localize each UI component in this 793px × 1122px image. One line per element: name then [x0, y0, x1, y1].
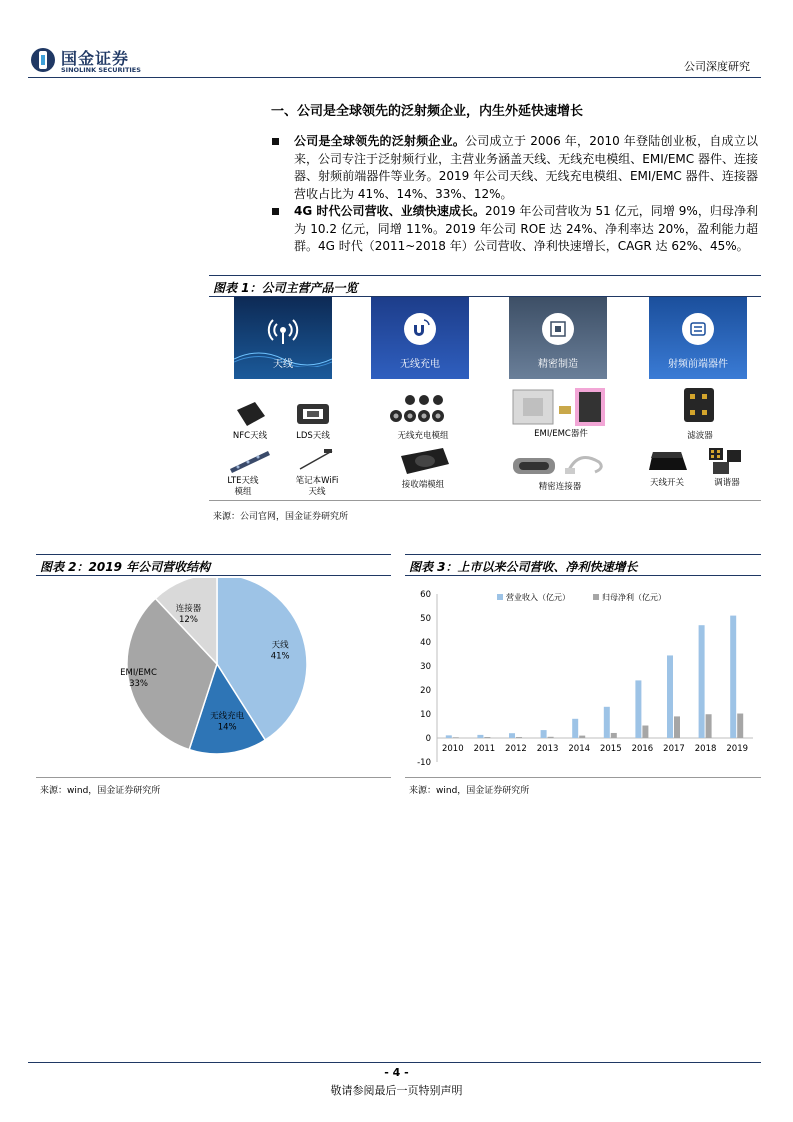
product-switch-label: 天线开关 — [649, 478, 684, 488]
y-tick-label: 20 — [420, 686, 431, 696]
fig2-source: 来源：wind，国金证券研究所 — [40, 786, 161, 796]
bullet-1-text: 公司成立于 2006 年，2010 年登陆创业板，自成立以来，公司专注于泛射频行业，主营业务涵盖天线、无线充电模组、EMI/EMC 器件、连接器、射频前端器件等业务。2019 年公司天线、无线充电模组、EMI/EMC 器件、连接器营收占比为 41%、14%、33%、12%。 — [294, 134, 758, 201]
receiver-module-image — [397, 444, 453, 478]
x-tick-label: 2018 — [694, 744, 717, 754]
bar-revenue-2014 — [572, 719, 578, 738]
pie-label-0: 天线 — [271, 640, 289, 651]
fig2-top-rule — [36, 554, 391, 555]
logo-english-name: SINOLINK SECURITIES — [61, 66, 141, 74]
bullet-square-icon — [272, 138, 279, 145]
product-filter-label: 滤波器 — [687, 431, 713, 441]
pie-value-label-3: 12% — [179, 615, 198, 626]
pie-label-2: EMI/EMC — [120, 668, 157, 679]
banner-rf-frontend — [649, 297, 747, 379]
y-tick-label: 30 — [420, 662, 431, 672]
fig2-bottom-rule — [36, 777, 391, 778]
fig2-title-rule — [36, 575, 391, 576]
x-tick-label: 2016 — [631, 744, 654, 754]
bullet-2-heading: 4G 时代公司营收、业绩快速成长。 — [294, 204, 486, 218]
product-lte-label: LTE天线模组 — [227, 476, 259, 497]
bar-profit-2010 — [453, 737, 459, 738]
product-emi-label: EMI/EMC器件 — [534, 429, 588, 439]
tuner-image — [705, 446, 747, 476]
bullet-paragraph-2 — [272, 203, 758, 256]
bar-revenue-2016 — [635, 680, 641, 738]
banner-antenna — [234, 297, 332, 379]
report-type: 公司深度研究 — [684, 60, 750, 73]
bullet-1-heading: 公司是全球领先的泛射频企业。 — [294, 134, 466, 148]
pie-value-label-2: 33% — [129, 679, 148, 690]
bar-revenue-2010 — [446, 735, 452, 738]
bar-revenue-2011 — [477, 735, 483, 738]
legend-swatch-0 — [497, 594, 503, 600]
bullet-paragraph-1 — [272, 133, 758, 203]
legend-label-0: 营业收入（亿元） — [506, 593, 570, 602]
product-nfc-label: NFC天线 — [232, 431, 268, 441]
bar-profit-2018 — [706, 714, 712, 738]
bar-profit-2013 — [548, 737, 554, 738]
sinolink-logo-icon — [30, 47, 56, 73]
lds-antenna-image — [295, 400, 331, 428]
bar-revenue-2012 — [509, 733, 515, 738]
x-tick-label: 2019 — [726, 744, 749, 754]
product-wifi-label: 笔记本WiFi天线 — [295, 476, 339, 497]
bar-profit-2015 — [611, 733, 617, 738]
wireless-charging-module-image — [388, 390, 458, 428]
product-connector-label: 精密连接器 — [538, 482, 582, 492]
antenna-signal-icon — [266, 313, 300, 347]
x-tick-label: 2010 — [441, 744, 464, 754]
banner-precision-label: 精密制造 — [538, 359, 578, 370]
rf-frontend-icon — [680, 311, 716, 347]
section-title: 一、公司是全球领先的泛射频企业，内生外延快速增长 — [271, 104, 584, 119]
fig3-top-rule — [405, 554, 761, 555]
antenna-switch-image — [647, 446, 689, 476]
bar-profit-2011 — [484, 737, 490, 738]
y-tick-label: 40 — [420, 638, 431, 648]
pie-value-label-0: 41% — [270, 651, 290, 662]
x-tick-label: 2017 — [663, 744, 685, 754]
product-wireless-module-label: 无线充电模组 — [397, 431, 449, 441]
fig3-bottom-rule — [405, 777, 761, 778]
fig3-source: 来源：wind，国金证券研究所 — [409, 786, 530, 796]
pie-label-1: 无线充电 — [210, 711, 245, 722]
pie-label-3: 连接器 — [175, 604, 202, 615]
product-lds-label: LDS天线 — [296, 431, 330, 441]
emi-emc-device-image — [511, 384, 611, 428]
bar-revenue-2015 — [604, 707, 610, 738]
disclaimer-note: 敬请参阅最后一页特别声明 — [330, 1084, 463, 1097]
legend-swatch-1 — [593, 594, 599, 600]
bullet-2-text: 2019 年公司营收为 51 亿元，同增 9%，归母净利为 10.2 亿元，同增 11%。2019 年公司 ROE 达 24%、净利率达 20%，盈利能力超群。4G 时代（2011~2018 年）公司营收、净利快速增长，CAGR 达 62%、45%。 — [294, 204, 758, 253]
bar-revenue-2018 — [699, 625, 705, 738]
header-divider — [28, 77, 761, 78]
pie-value-label-1: 14% — [217, 722, 237, 733]
y-tick-label: 0 — [425, 734, 431, 744]
banner-wireless-charging — [371, 297, 469, 379]
x-tick-label: 2014 — [568, 744, 591, 754]
bar-profit-2019 — [737, 714, 743, 738]
x-tick-label: 2015 — [599, 744, 622, 754]
fig1-title: 图表 1：公司主营产品一览 — [213, 281, 358, 295]
y-tick-label: -10 — [417, 758, 431, 768]
bar-profit-2014 — [579, 736, 585, 738]
x-tick-label: 2012 — [505, 744, 527, 754]
bullet-square-icon — [272, 208, 279, 215]
x-tick-label: 2011 — [473, 744, 496, 754]
footer-divider — [28, 1062, 761, 1063]
banner-precision — [509, 297, 607, 379]
fig1-bottom-rule — [209, 500, 761, 501]
fig3-title-rule — [405, 575, 761, 576]
precision-connector-image — [509, 448, 609, 482]
bar-profit-2012 — [516, 737, 522, 738]
nfc-antenna-image — [233, 400, 267, 428]
fig1-top-rule — [209, 275, 761, 276]
precision-chip-icon — [540, 311, 576, 347]
x-tick-label: 2013 — [536, 744, 559, 754]
y-tick-label: 50 — [420, 614, 431, 624]
lte-antenna-module-image — [228, 447, 272, 473]
product-receiver-label: 接收端模组 — [401, 480, 445, 490]
y-tick-label: 60 — [420, 590, 431, 600]
logo-chinese-name: 国金证券 — [61, 49, 130, 68]
bar-profit-2016 — [642, 726, 648, 738]
bar-revenue-2019 — [730, 616, 736, 738]
fig3-title: 图表 3：上市以来公司营收、净利快速增长 — [409, 560, 638, 574]
banner-rf-label: 射频前端器件 — [668, 359, 728, 370]
product-tuner-label: 调谐器 — [714, 478, 740, 488]
bar-revenue-2017 — [667, 655, 673, 738]
page-number: - 4 - — [384, 1066, 409, 1079]
banner-wireless-label: 无线充电 — [400, 359, 440, 370]
wireless-charging-icon — [402, 311, 438, 347]
laptop-wifi-antenna-image — [296, 447, 336, 473]
banner-antenna-label: 天线 — [273, 359, 293, 370]
revenue-profit-bar-chart — [405, 578, 761, 776]
filter-image — [682, 386, 718, 426]
fig1-source: 来源：公司官网，国金证券研究所 — [213, 512, 349, 522]
legend-label-1: 归母净利（亿元） — [602, 593, 666, 602]
bar-revenue-2013 — [541, 730, 547, 738]
bar-profit-2017 — [674, 716, 680, 738]
fig2-title: 图表 2：2019 年公司营收结构 — [40, 560, 211, 574]
revenue-structure-pie-chart — [36, 578, 391, 776]
y-tick-label: 10 — [420, 710, 431, 720]
